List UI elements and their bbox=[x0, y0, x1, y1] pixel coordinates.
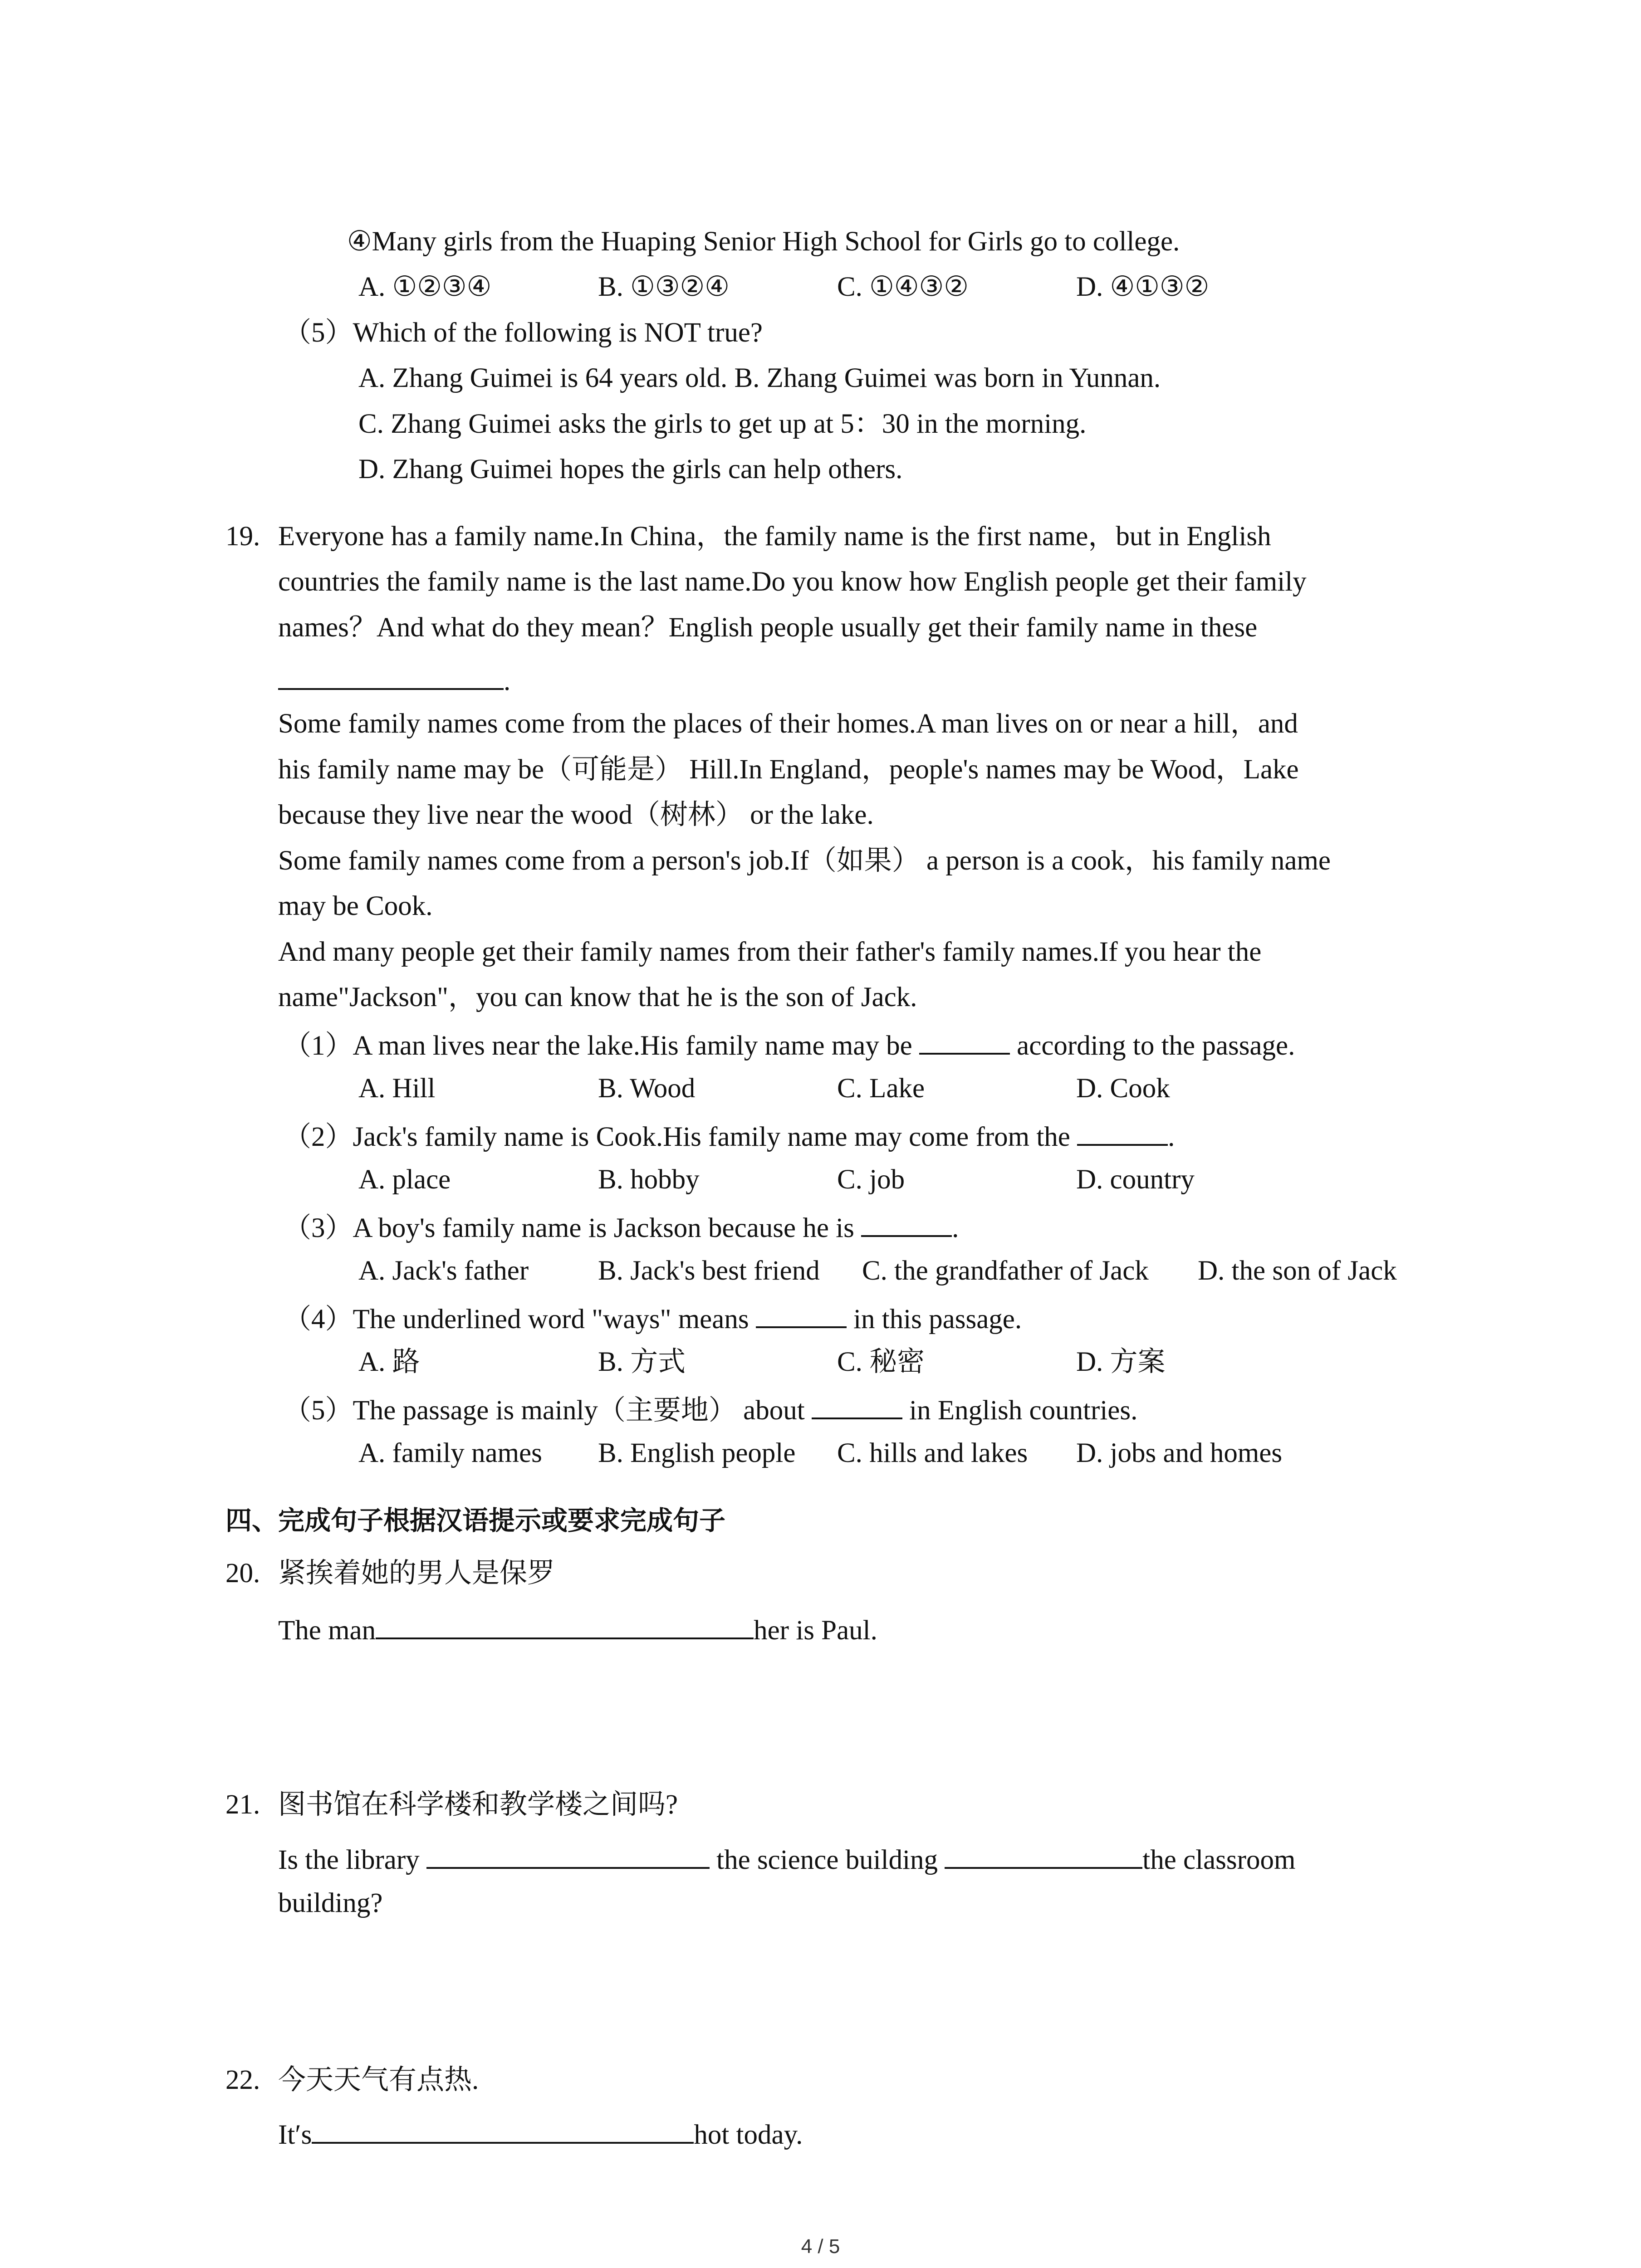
q19-passage-line: Everyone has a family name.In China，the family name is the first name，but in English bbox=[278, 521, 1271, 552]
q21-sentence: Is the library the science building the classroom bbox=[278, 1843, 1295, 1874]
q19-passage-line: Some family names come from the places of their homes.A man lives on or near a hill，and bbox=[278, 709, 1298, 739]
q19-passage-line: his family name may be（可能是） Hill.In England，people's names may be Wood，Lake bbox=[278, 754, 1299, 785]
q19-sub2-option-a: A. place bbox=[358, 1164, 451, 1195]
q19-sub3-option-a: A. Jack's father bbox=[358, 1256, 529, 1286]
q19-blank-period: . bbox=[504, 666, 511, 696]
q20-answer-blank[interactable] bbox=[376, 1614, 754, 1639]
q19-sub2-option-d: D. country bbox=[1076, 1164, 1195, 1195]
q19-passage-line: name"Jackson"，you can know that he is the son of Jack. bbox=[278, 982, 917, 1012]
q19-sub3-option-b: B. Jack's best friend bbox=[598, 1256, 820, 1286]
q19-sub5-option-b: B. English people bbox=[598, 1438, 796, 1468]
q19-sub4-option-a: A. 路 bbox=[358, 1347, 420, 1377]
q18-sub5-option-d: D. Zhang Guimei hopes the girls can help others. bbox=[358, 454, 903, 484]
q19-sub5-option-a: A. family names bbox=[358, 1438, 542, 1468]
q19-sub4-blank[interactable] bbox=[756, 1303, 847, 1328]
q19-passage-line: countries the family name is the last name.Do you know how English people get their family bbox=[278, 567, 1307, 597]
q18-order-option-c: C. ①④③② bbox=[837, 272, 969, 302]
q19-passage-line: And many people get their family names from their father's family names.If you hear the bbox=[278, 937, 1262, 967]
q19-sub1-option-a: A. Hill bbox=[358, 1073, 436, 1104]
q20-sentence: The man her is Paul. bbox=[278, 1614, 877, 1644]
section-heading: 四、完成句子根据汉语提示或要求完成句子 bbox=[225, 1505, 726, 1536]
q18-sub5-option-c: C. Zhang Guimei asks the girls to get up at 5：30 in the morning. bbox=[358, 409, 1087, 439]
q19-sub2-option-c: C. job bbox=[837, 1164, 905, 1195]
q19-sub2-stem: （2）Jack's family name is Cook.His family name may come from the . bbox=[284, 1120, 1175, 1151]
q19-passage-line: Some family names come from a person's job.If（如果） a person is a cook，his family name bbox=[278, 846, 1331, 876]
q22-number: 22. bbox=[225, 2065, 260, 2095]
q19-sub2-option-b: B. hobby bbox=[598, 1164, 700, 1195]
q19-sub4-option-c: C. 秘密 bbox=[837, 1347, 925, 1377]
q19-sub3-blank[interactable] bbox=[861, 1212, 952, 1237]
q20-chinese-prompt: 紧挨着她的男人是保罗 bbox=[278, 1558, 555, 1589]
q19-sub1-stem: （1）A man lives near the lake.His family name may be according to the passage. bbox=[284, 1029, 1295, 1060]
q21-answer-blank-1[interactable] bbox=[426, 1843, 710, 1869]
q19-sub4-stem: （4）The underlined word "ways" means in this passage. bbox=[284, 1303, 1022, 1333]
q18-order-option-a: A. ①②③④ bbox=[358, 272, 492, 302]
q19-blank[interactable] bbox=[278, 665, 504, 690]
q22-answer-blank[interactable] bbox=[312, 2118, 694, 2144]
q19-sub5-option-c: C. hills and lakes bbox=[837, 1438, 1028, 1468]
q19-passage-line: may be Cook. bbox=[278, 891, 433, 921]
q19-passage-line: because they live near the wood（树林） or the lake. bbox=[278, 800, 874, 830]
q18-item-4: ④Many girls from the Huaping Senior High School for Girls go to college. bbox=[347, 226, 1180, 257]
q19-sub1-option-b: B. Wood bbox=[598, 1073, 696, 1104]
q18-order-option-d: D. ④①③② bbox=[1076, 272, 1210, 302]
q21-chinese-prompt: 图书馆在科学楼和教学楼之间吗? bbox=[278, 1789, 678, 1820]
q19-sub5-blank[interactable] bbox=[812, 1394, 902, 1419]
q19-sub3-option-c: C. the grandfather of Jack bbox=[862, 1256, 1149, 1286]
q19-passage-line: names？And what do they mean？English people usually get their family name in these bbox=[278, 612, 1258, 643]
q19-sub4-option-b: B. 方式 bbox=[598, 1347, 686, 1377]
q19-sub1-option-c: C. Lake bbox=[837, 1073, 925, 1104]
q19-sub5-option-d: D. jobs and homes bbox=[1076, 1438, 1283, 1468]
q21-answer-blank-2[interactable] bbox=[945, 1843, 1142, 1869]
q21-number: 21. bbox=[225, 1789, 260, 1820]
q19-sub3-stem: （3）A boy's family name is Jackson because he is . bbox=[284, 1212, 959, 1242]
q21-sentence-continued: building? bbox=[278, 1888, 383, 1918]
q22-sentence: It′s hot today. bbox=[278, 2118, 803, 2149]
q18-order-option-b: B. ①③②④ bbox=[598, 272, 730, 302]
q18-sub5-options-ab: A. Zhang Guimei is 64 years old. B. Zhang Guimei was born in Yunnan. bbox=[358, 363, 1161, 393]
q19-sub1-option-d: D. Cook bbox=[1076, 1073, 1170, 1104]
q19-sub5-stem: （5）The passage is mainly（主要地） about in English countries. bbox=[284, 1394, 1137, 1424]
q20-number: 20. bbox=[225, 1558, 260, 1589]
q19-sub2-blank[interactable] bbox=[1077, 1120, 1168, 1146]
q19-sub3-option-d: D. the son of Jack bbox=[1198, 1256, 1397, 1286]
q22-chinese-prompt: 今天天气有点热. bbox=[278, 2065, 479, 2095]
q19-sub1-blank[interactable] bbox=[919, 1029, 1010, 1055]
page-number: 4 / 5 bbox=[801, 2235, 840, 2258]
q19-number: 19. bbox=[225, 521, 260, 552]
q19-sub4-option-d: D. 方案 bbox=[1076, 1347, 1166, 1377]
q18-sub5-stem: （5）Which of the following is NOT true? bbox=[284, 318, 763, 348]
q19-passage-blank-line bbox=[278, 665, 510, 695]
